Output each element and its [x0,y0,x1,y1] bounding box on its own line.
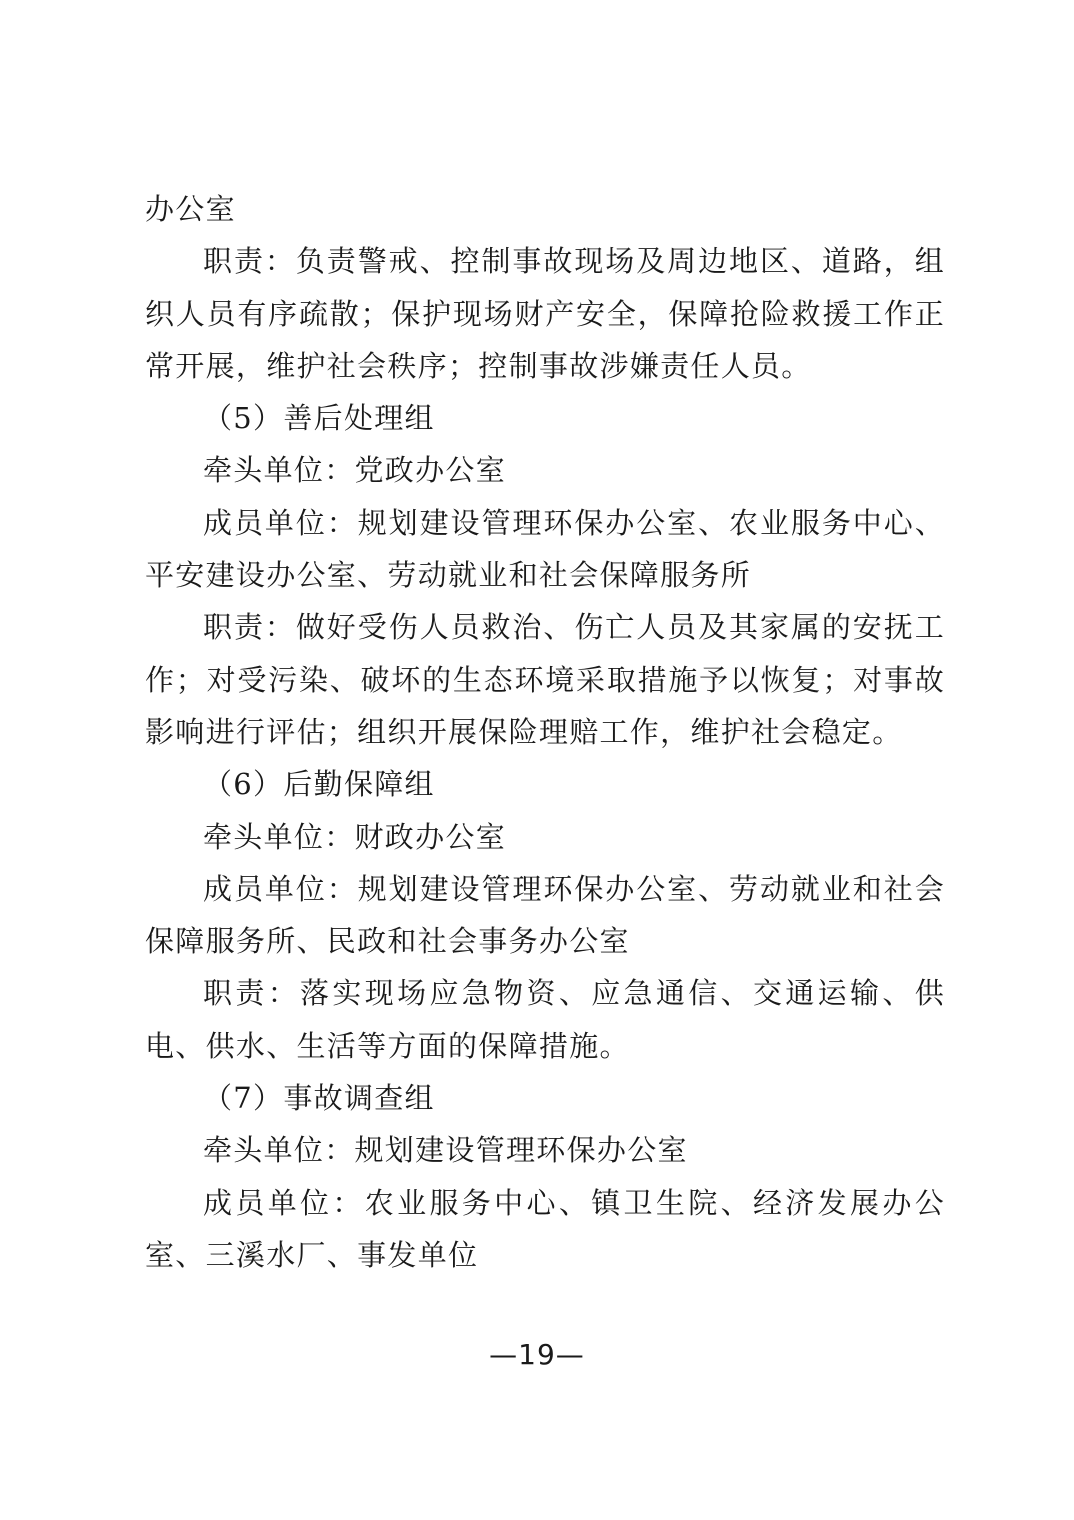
heading-aftermath-group: （5）善后处理组 [203,401,435,436]
paragraph-lead-unit: 牵头单位：党政办公室 [203,453,507,488]
paragraph-member-units: 成员单位：规划建设管理环保办公室、劳动就业和社会保障服务所、民政和社会事务办公室 [145,871,945,959]
document-body [145,183,945,1281]
paragraph-duties-logistics: 职责：落实现场应急物资、应急通信、交通运输、供电、供水、生活等方面的保障措施。 [145,976,945,1063]
paragraph-lead-unit: 牵头单位：规划建设管理环保办公室 [203,1133,688,1168]
page-number: —19— [489,1338,585,1371]
paragraph-duties-aftermath: 职责：做好受伤人员救治、伤亡人员及其家属的安抚工作；对受污染、破坏的生态环境采取措施予以恢复；对事故影响进行评估；组织开展保险理赔工作，维护社会稳定。 [145,610,945,749]
paragraph-member-units: 成员单位：规划建设管理环保办公室、农业服务中心、平安建设办公室、劳动就业和社会保障服务所 [145,505,945,593]
heading-investigation-group: （7）事故调查组 [203,1081,435,1116]
paragraph-duties-security: 职责：负责警戒、控制事故现场及周边地区、道路，组织人员有序疏散；保护现场财产安全，保障抢险救援工作正常开展，维护社会秩序；控制事故涉嫌责任人员。 [145,244,945,383]
paragraph-member-units: 成员单位：农业服务中心、镇卫生院、经济发展办公室、三溪水厂、事发单位 [145,1185,945,1272]
heading-logistics-group: （6）后勤保障组 [203,767,435,802]
paragraph-lead-unit: 牵头单位：财政办公室 [203,819,507,854]
paragraph-continuation: 办公室 [145,192,236,226]
